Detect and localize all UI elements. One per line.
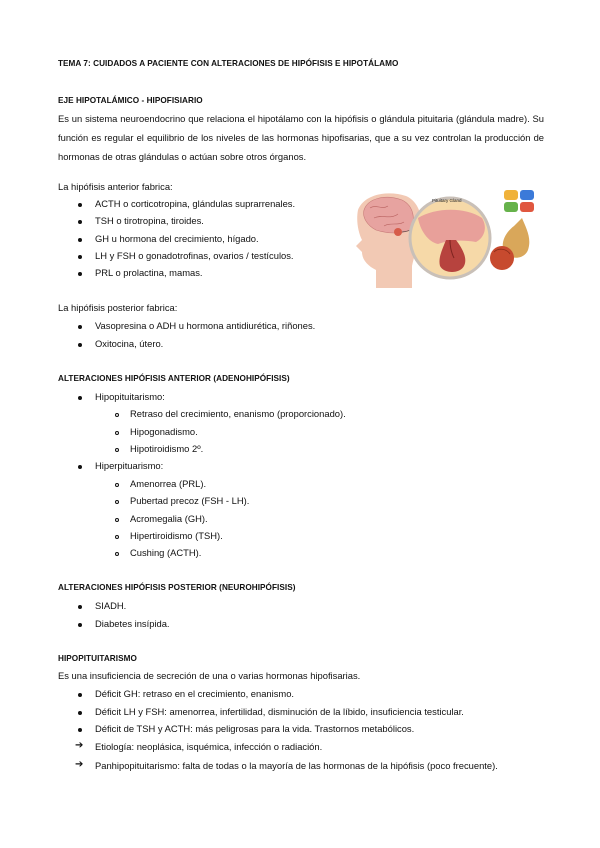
pituitary-illustration (354, 188, 546, 288)
list-item: Vasopresina o ADH u hormona antidiurética, riñones. (95, 320, 316, 331)
hipo-intro: Es una insuficiencia de secreción de una o varias hormonas hipofisarias. (58, 670, 361, 681)
list-item: Hipogonadismo. (130, 426, 198, 437)
group-label: Hipopituitarismo: (95, 391, 165, 402)
circle-bullet-icon (115, 552, 119, 556)
list-item: Etiología: neoplásica, isquémica, infección o radiación. (95, 741, 323, 752)
list-item: Cushing (ACTH). (130, 547, 202, 558)
bullet-icon (78, 203, 82, 207)
list-item: Panhipopituitarismo: falta de todas o la mayoría de las hormonas de la hipófisis (poco frecuente). (95, 760, 498, 771)
bullet-icon (78, 693, 82, 697)
list-item: LH y FSH o gonadotrofinas, ovarios / testículos. (95, 250, 294, 261)
circle-bullet-icon (115, 500, 119, 504)
gland-label: Pituitary Gland (432, 198, 462, 203)
anterior-intro: La hipófisis anterior fabrica: (58, 181, 173, 192)
circle-bullet-icon (115, 535, 119, 539)
bullet-icon (78, 220, 82, 224)
section-heading-eje: EJE HIPOTALÁMICO - HIPOFISIARIO (58, 96, 203, 105)
bullet-icon (78, 325, 82, 329)
circle-bullet-icon (115, 431, 119, 435)
circle-bullet-icon (115, 448, 119, 452)
bullet-icon (78, 396, 82, 400)
bullet-icon (78, 272, 82, 276)
bullet-icon (78, 728, 82, 732)
list-item: Pubertad precoz (FSH - LH). (130, 495, 250, 506)
bullet-icon (78, 343, 82, 347)
circle-bullet-icon (115, 413, 119, 417)
bullet-icon (78, 623, 82, 627)
list-item: Amenorrea (PRL). (130, 478, 207, 489)
bullet-icon (78, 605, 82, 609)
list-item: Retraso del crecimiento, enanismo (proporcionado). (130, 408, 346, 419)
list-item: Déficit LH y FSH: amenorrea, infertilidad, disminución de la líbido, insuficiencia testicular. (95, 706, 464, 717)
list-item: Diabetes insípida. (95, 618, 170, 629)
list-item: GH u hormona del crecimiento, hígado. (95, 233, 259, 244)
section-heading-hipo: HIPOPITUITARISMO (58, 654, 137, 663)
circle-bullet-icon (115, 518, 119, 522)
list-item: Hipertiroidismo (TSH). (130, 530, 223, 541)
bullet-icon (78, 711, 82, 715)
circle-bullet-icon (115, 483, 119, 487)
section-heading-alt-anterior: ALTERACIONES HIPÓFISIS ANTERIOR (ADENOHIPÓFISIS) (58, 374, 290, 383)
list-item: SIADH. (95, 600, 127, 611)
list-item: PRL o prolactina, mamas. (95, 267, 203, 278)
list-item: TSH o tirotropina, tiroides. (95, 215, 204, 226)
page-title: TEMA 7: CUIDADOS A PACIENTE CON ALTERACIONES DE HIPÓFISIS E HIPOTÁLAMO (58, 59, 399, 68)
list-item: Hipotiroidismo 2º. (130, 443, 204, 454)
eje-paragraph: Es un sistema neuroendocrino que relaciona el hipotálamo con la hipófisis o glándula pituitaria (glándula madre). Su función es regular el equilibrio de los niveles de las hormonas hipofisarias, que a su vez controlan la producción de hormonas de otras glándulas o actúan sobre otros órganos. (58, 113, 544, 162)
bullet-icon (78, 238, 82, 242)
arrow-right-icon: ➔ (75, 759, 84, 770)
bullet-icon (78, 255, 82, 259)
group-label: Hiperpituarismo: (95, 460, 164, 471)
list-item: ACTH o corticotropina, glándulas suprarrenales. (95, 198, 296, 209)
list-item: Déficit de TSH y ACTH: más peligrosas para la vida. Trastornos metabólicos. (95, 723, 415, 734)
list-item: Acromegalia (GH). (130, 513, 208, 524)
section-heading-alt-posterior: ALTERACIONES HIPÓFISIS POSTERIOR (NEUROHIPÓFISIS) (58, 583, 296, 592)
list-item: Déficit GH: retraso en el crecimiento, enanismo. (95, 688, 295, 699)
posterior-intro: La hipófisis posterior fabrica: (58, 302, 178, 313)
list-item: Oxitocina, útero. (95, 338, 164, 349)
bullet-icon (78, 465, 82, 469)
arrow-right-icon: ➔ (75, 740, 84, 751)
